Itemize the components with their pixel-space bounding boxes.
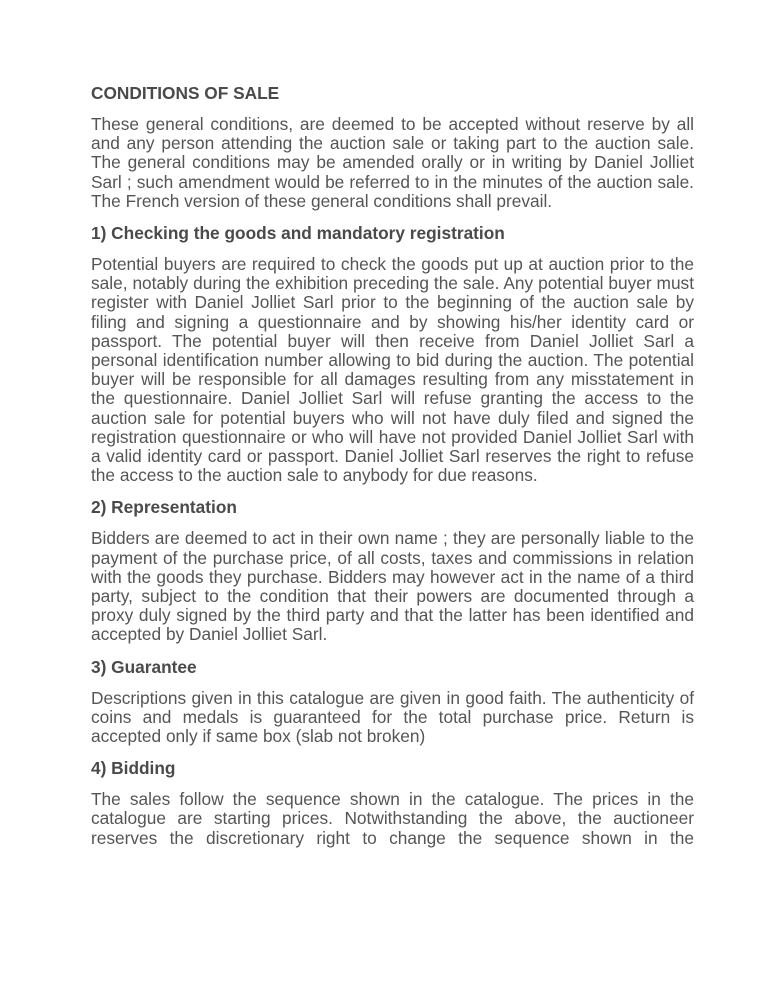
document-page: [91, 83, 694, 860]
section-heading-bidding: 4) Bidding: [91, 758, 176, 779]
section-body-bidding: The sales follow the sequence shown in the catalogue. The prices in the catalogue are starting prices. Notwithstanding the above, the auctioneer reserves the discretionary right to change the sequence shown in the: [91, 789, 694, 848]
section-heading-checking-goods: 1) Checking the goods and mandatory registration: [91, 223, 505, 244]
section-body-representation: Bidders are deemed to act in their own name ; they are personally liable to the payment of the purchase price, of all costs, taxes and commissions in relation with the goods they purchase. Bidders may however act in the name of a third party, subject to the condition that their powers are documented through a proxy duly signed by the third party and that the latter has been identified and accepted by Daniel Jolliet Sarl.: [91, 528, 694, 645]
section-heading-guarantee: 3) Guarantee: [91, 656, 197, 677]
document-title: CONDITIONS OF SALE: [91, 83, 280, 103]
section-heading-representation: 2) Representation: [91, 497, 237, 518]
section-body-checking-goods: Potential buyers are required to check the goods put up at auction prior to the sale, notably during the exhibition preceding the sale. Any potential buyer must register with Daniel Jolliet Sarl prior to the beginning of the auction sale by filing and signing a questionnaire and by showing his/her identity card or passport. The potential buyer will then receive from Daniel Jolliet Sarl a personal identification number allowing to bid during the auction. The potential buyer will be responsible for all damages resulting from any misstatement in the questionnaire. Daniel Jolliet Sarl will refuse granting the access to the auction sale for potential buyers who will not have duly filed and signed the registration questionnaire or who will have not provided Daniel Jolliet Sarl with a valid identity card or passport. Daniel Jolliet Sarl reserves the right to refuse the access to the auction sale to anybody for due reasons.: [91, 254, 694, 486]
intro-paragraph: These general conditions, are deemed to be accepted without reserve by all and any person attending the auction sale or taking part to the auction sale. The general conditions may be amended orally or in writing by Daniel Jolliet Sarl ; such amendment would be referred to in the minutes of the auction sale. The French version of these general conditions shall prevail.: [91, 114, 694, 211]
section-body-guarantee: Descriptions given in this catalogue are given in good faith. The authenticity of coins and medals is guaranteed for the total purchase price. Return is accepted only if same box (slab not broken): [91, 687, 694, 747]
